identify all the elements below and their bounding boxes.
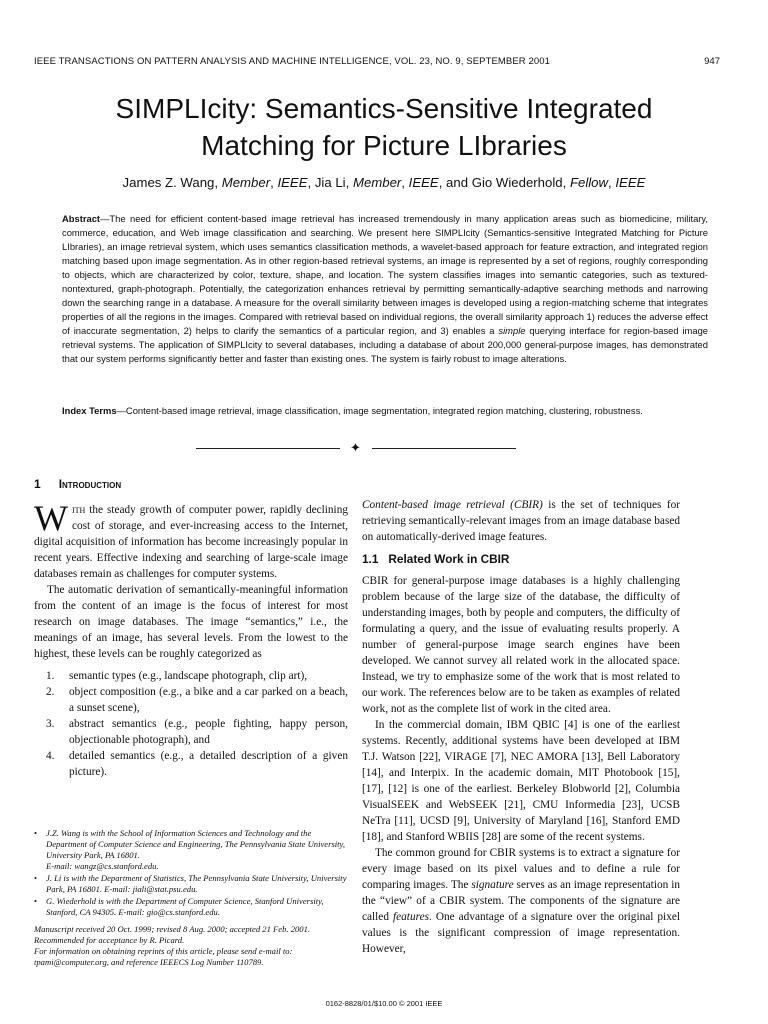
drop-cap-rest: ith: [71, 504, 86, 516]
section-number: 1: [34, 477, 41, 491]
copyright-line: 0162-8828/01/$10.00 © 2001 IEEE: [325, 999, 443, 1008]
intro-paragraph-2: The automatic derivation of semantically-meaningful information from the content of an image is the focus of interest for most research on image databases. The image “semantics,” i.e., the meanings of an image, has several levels. From the lowest to the highest, these levels can be roughly categorized as: [34, 584, 348, 660]
journal-header: IEEE TRANSACTIONS ON PATTERN ANALYSIS AND MACHINE INTELLIGENCE, VOL. 23, NO. 9, SEPTEMBER 2001: [34, 56, 551, 67]
index-terms-label: Index Terms: [62, 405, 117, 416]
footnote-email: E-mail: wangz@cs.stanford.edu.: [46, 861, 159, 871]
divider-line-left: [196, 448, 340, 449]
intro-paragraph-1: [34, 498, 348, 582]
list-item-text: abstract semantics (e.g., people fighting, happy person, objectionable photograph), and: [69, 718, 348, 746]
author-list: [20, 175, 748, 190]
author-1-role: Member: [221, 175, 271, 190]
emphasis-features: features: [393, 911, 429, 923]
abstract: [62, 212, 708, 366]
footnote-text: J. Li is with the Department of Statistics, The Pennsylvania State University, University Park, PA 16801. E-mail: jiali@stat.psu.edu.: [46, 873, 347, 894]
author-1-org: IEEE: [277, 175, 308, 190]
recommended-by: Recommended for acceptance by R. Picard.: [34, 935, 185, 945]
author-3-name: , and Gio Wiederhold,: [438, 175, 570, 190]
list-item: [34, 716, 348, 748]
list-item-text: object composition (e.g., a bike and a car parked on a beach, a sunset scene),: [69, 686, 348, 714]
bullet-icon: •: [34, 873, 38, 883]
left-column: [34, 476, 348, 780]
footnotes: [34, 828, 350, 968]
bullet-icon: •: [34, 828, 38, 838]
semantics-levels-list: [34, 668, 348, 780]
separator: ,: [270, 175, 278, 190]
author-2-name: Jia Li,: [314, 175, 353, 190]
author-2-role: Member: [352, 175, 402, 190]
divider-diamond-icon: ✦: [350, 440, 361, 455]
drop-cap: W: [34, 498, 68, 538]
abstract-label: Abstract: [62, 213, 101, 224]
separator: ,: [608, 175, 616, 190]
emphasis-signature: signature: [471, 879, 514, 891]
separator: ,: [307, 175, 315, 190]
related-work-paragraph-2: In the commercial domain, IBM QBIC [4] is one of the earliest systems. Recently, additional systems have been developed at IBM T.J. Watson [22], VIRAGE [7], NEC AMORA [13], Bell Laboratory [14], and Interpix. In the academic domain, MIT Photobook [15], [17], [12] is one of the earliest. Berkeley Blobworld [2], Columbia VisualSEEK and WebSEEK [21], CMU Informedia [23], UCSB NeTra [11], UCSD [9], University of Maryland [16], Stanford EMD [18], and Stanford WBIIS [28] are some of the recent systems.: [362, 719, 680, 843]
reprints-info: For information on obtaining reprints of this article, please send e-mail to: tpami@computer.org, and reference IEEECS Log Number 110789.: [34, 946, 293, 967]
manuscript-dates: Manuscript received 20 Oct. 1999; revised 8 Aug. 2000; accepted 21 Feb. 2001.: [34, 924, 311, 934]
author-3-role: Fellow: [569, 175, 609, 190]
list-number: 1.: [46, 670, 55, 682]
author-3-org: IEEE: [615, 175, 646, 190]
list-item-text: semantic types (e.g., landscape photograph, clip art),: [69, 670, 308, 682]
abstract-emphasis: simple: [498, 325, 526, 336]
related-work-paragraph-1: CBIR for general-purpose image databases is a highly challenging problem because of the large size of the database, the difficulty of understanding images, both by people and computers, the difficulty of formulating a query, and the issue of evaluating results properly. A number of general-purpose image search engines have been developed. We cannot survey all related work in the allocated space. Instead, we try to emphasize some of the work that is most related to our work. The references below are to be taken as examples of related work, not as the complete list of work in the cited area.: [362, 575, 680, 715]
cbir-definition-text: is the set of techniques for retrieving semantically-relevant images from an image database based on automatically-derived image features.: [362, 499, 680, 543]
paper-title: [20, 90, 748, 164]
paragraph-text: serves as an image representation in the “view” of a CBIR system. The components of the signature are called: [362, 879, 680, 923]
list-number: 4.: [46, 750, 55, 762]
section-title: Introduction: [58, 477, 122, 491]
footnote-wiederhold: [34, 896, 350, 918]
list-item-text: detailed semantics (e.g., a detailed description of a given picture).: [69, 750, 348, 778]
divider-line-right: [372, 448, 516, 449]
index-terms: [62, 404, 708, 418]
separator: ,: [401, 175, 409, 190]
paragraph-text: . One advantage of a signature over the original pixel values is the significant compression of image representation. However,: [362, 911, 680, 955]
title-line-1: SIMPLIcity: Semantics-Sensitive Integrated: [115, 93, 653, 124]
intro-paragraph-1-text: the steady growth of computer power, rapidly declining cost of storage, and ever-increasing access to the Internet, digital acquisition of information has become increasingly popular in recent years. Effective indexing and searching of large-scale image databases remain as challenges for computer systems.: [34, 504, 348, 580]
related-work-paragraph-3: [362, 845, 680, 957]
title-line-2: Matching for Picture LIbraries: [201, 130, 567, 161]
author-1-name: James Z. Wang,: [122, 175, 222, 190]
footnote-text: G. Wiederhold is with the Department of Computer Science, Stanford University, Stanford, CA 94305. E-mail: gio@cs.stanford.edu.: [46, 896, 324, 917]
bullet-icon: •: [34, 896, 38, 906]
list-number: 3.: [46, 718, 55, 730]
list-item: [34, 684, 348, 716]
footnote-text: J.Z. Wang is with the School of Information Sciences and Technology and the Department of Computer Science and Engineering, The Pennsylvania State University, University Park, PA 16801.: [46, 828, 346, 860]
page-number: 947: [704, 56, 720, 67]
section-heading: [34, 476, 348, 492]
subsection-title: Related Work in CBIR: [388, 552, 510, 566]
cbir-definition: [362, 497, 680, 545]
list-item: [34, 668, 348, 684]
footnote-wang: [34, 828, 350, 872]
author-2-org: IEEE: [408, 175, 439, 190]
abstract-text-2: querying interface for region-based image retrieval systems. The application of SIMPLIcity to several databases, including a database of about 200,000 general-purpose images, has demonstrated that our system performs significantly better and faster than existing ones. The system is fairly robust to image alterations.: [62, 325, 708, 364]
cbir-term: Content-based image retrieval (CBIR): [362, 499, 543, 511]
right-column: [362, 497, 680, 957]
list-item: [34, 748, 348, 780]
list-number: 2.: [46, 686, 55, 698]
paragraph-text: The common ground for CBIR systems is to extract a signature for every image based on its pixel values and to define a rule for comparing images. The: [362, 847, 680, 891]
subsection-heading: [362, 551, 680, 567]
index-terms-text: —Content-based image retrieval, image classification, image segmentation, integrated region matching, clustering, robustness.: [116, 405, 643, 416]
abstract-text-1: —The need for efficient content-based image retrieval has increased tremendously in many application areas such as biomedicine, military, commerce, education, and Web image classification and searching. We present here SIMPLIcity (Semantics-sensitive Integrated Matching for Picture LIbraries), an image retrieval system, which uses semantics classification methods, a wavelet-based approach for feature extraction, and integrated region matching based upon image segmentation. As in other region-based retrieval systems, an image is represented by a set of regions, roughly corresponding to objects, which are characterized by color, texture, shape, and location. The system classifies images into semantic categories, such as textured-nontextured, graph-photograph. Potentially, the categorization enhances retrieval by permitting semantically-adaptive searching methods and narrowing down the searching range in a database. A measure for the overall similarity between images is developed using a region-matching scheme that integrates properties of all the regions in the images. Compared with retrieval based on individual regions, the overall similarity approach 1) reduces the adverse effect of inaccurate segmentation, 2) helps to clarify the semantics of a particular region, and 3) enables a: [62, 213, 708, 336]
footnote-li: [34, 873, 350, 895]
subsection-number: 1.1: [362, 552, 379, 566]
